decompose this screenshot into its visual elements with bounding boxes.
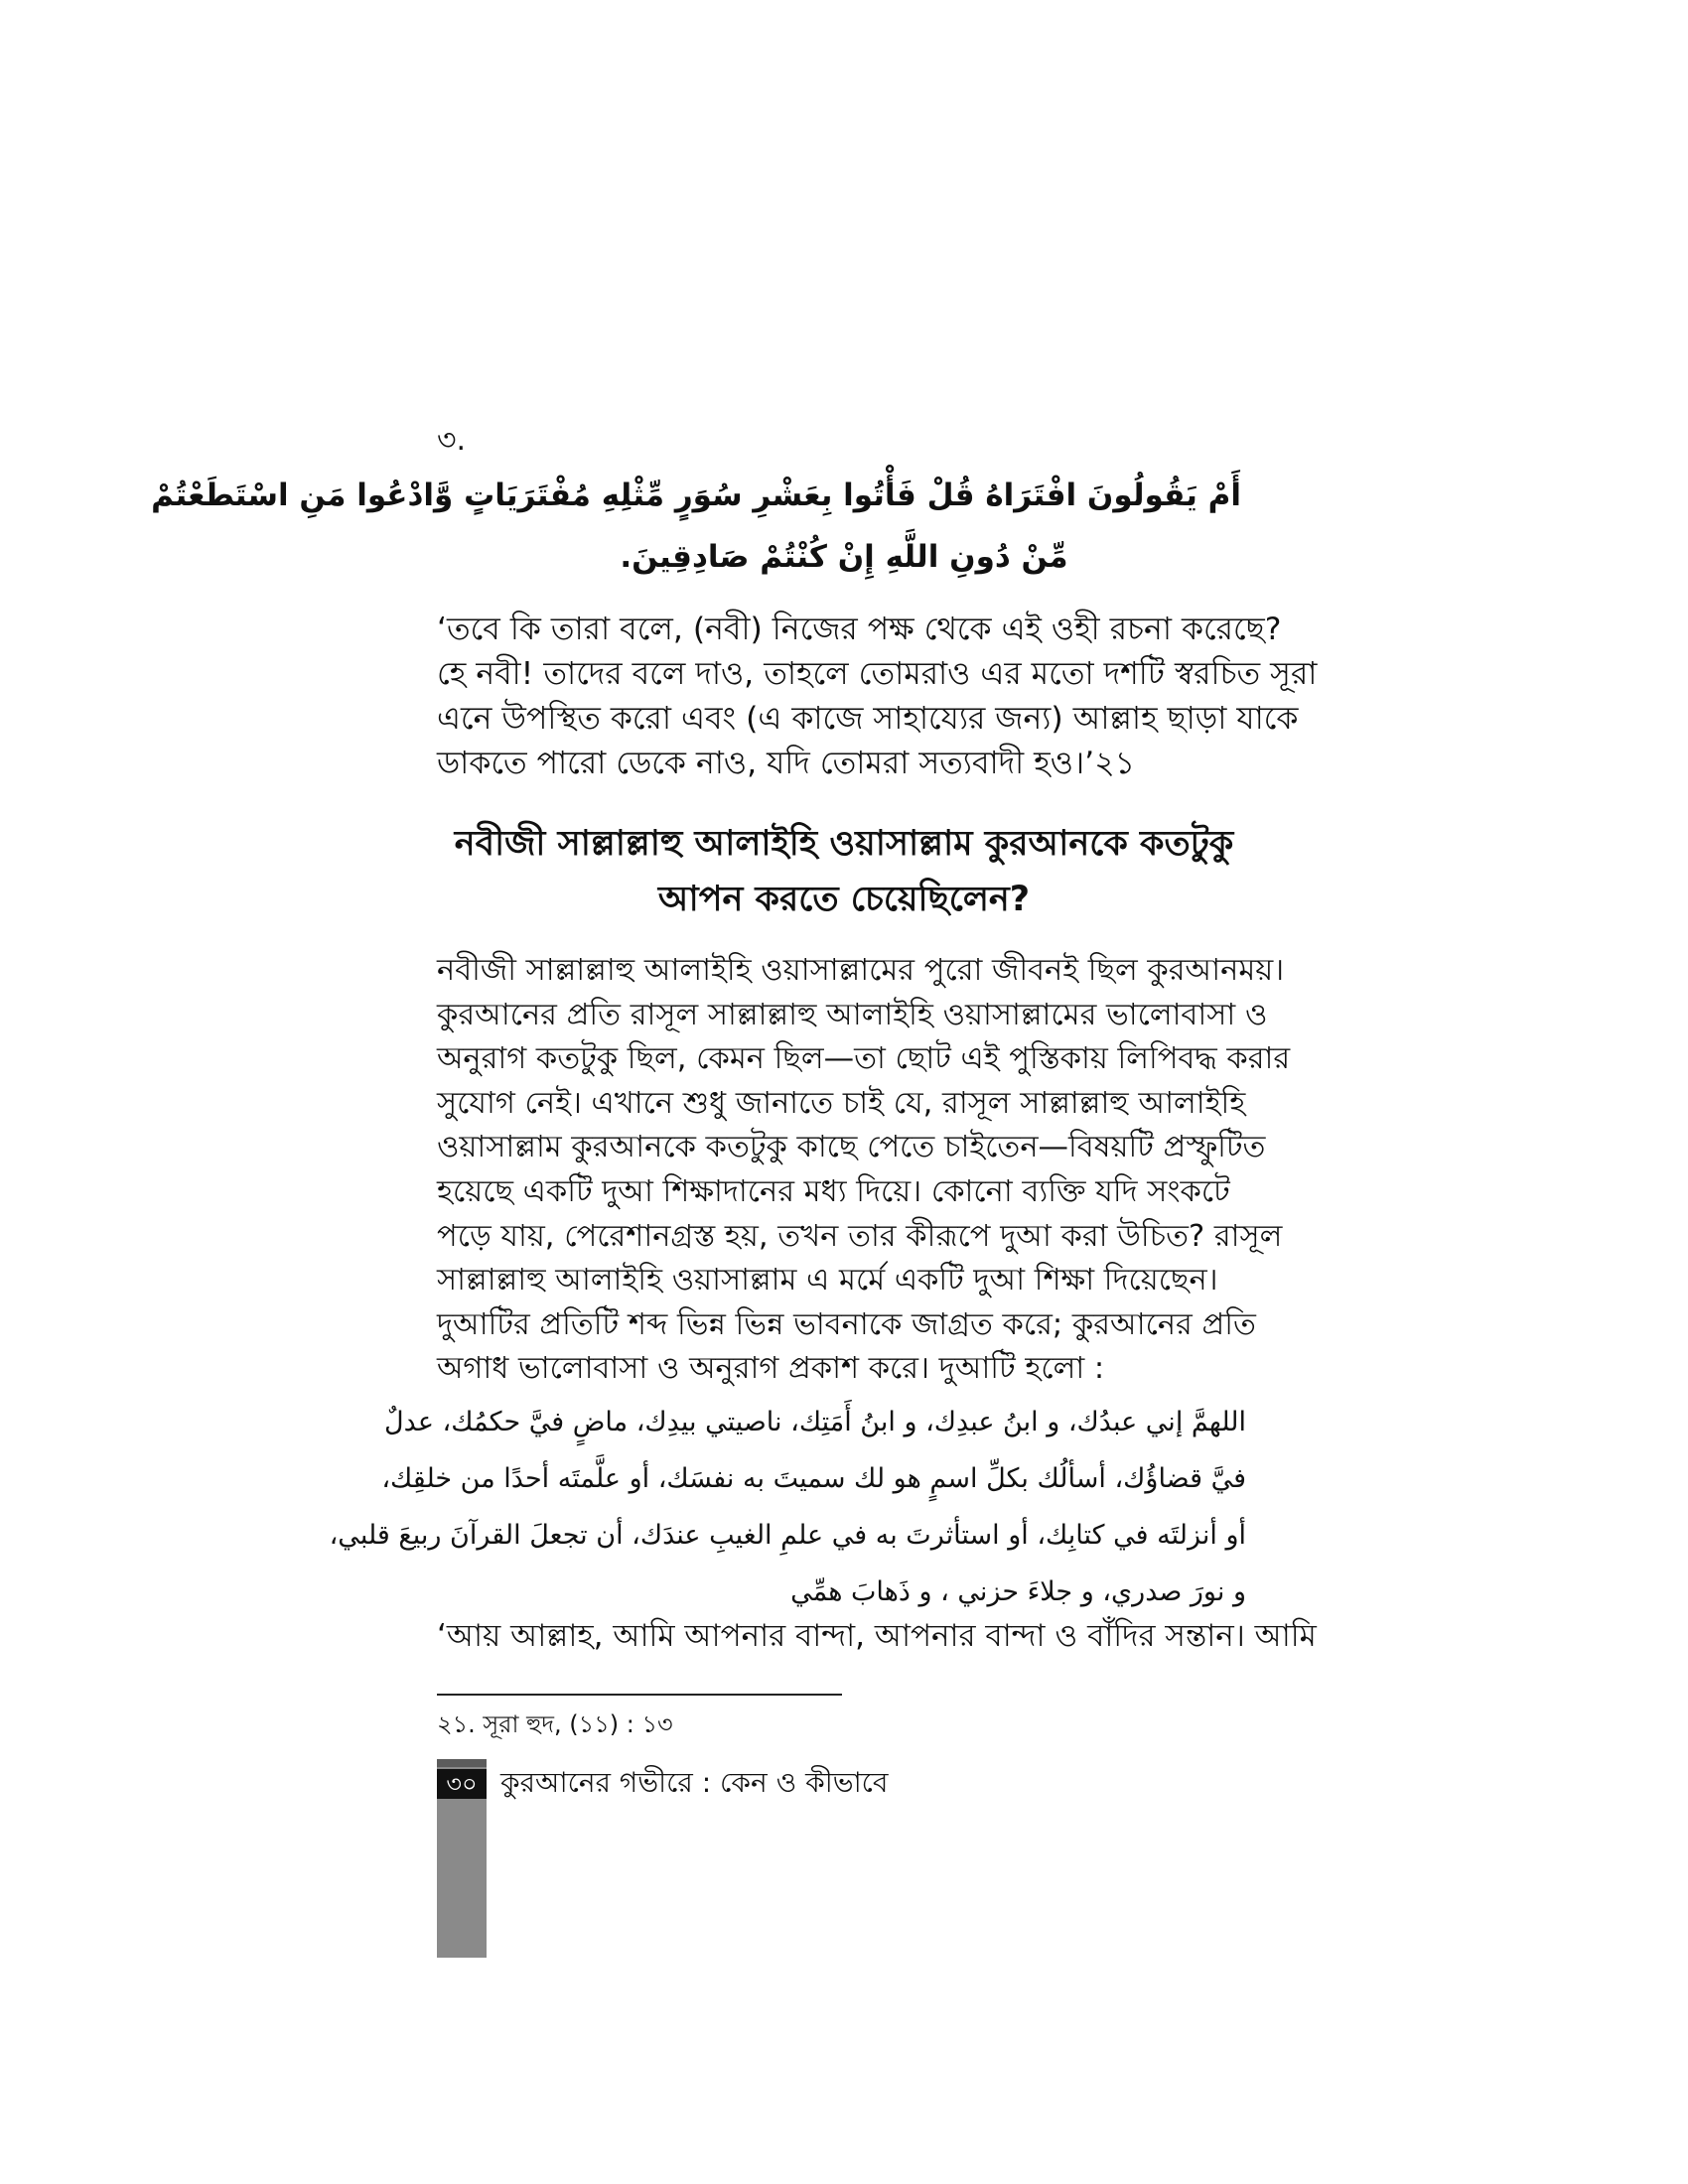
verse-translation-line: হে নবী! তাদের বলে দাও, তাহলে তোমরাও এর মতো দশটি স্বরচিত সূরা <box>437 656 1318 692</box>
section-heading <box>437 816 1251 927</box>
paragraph-line: কুরআনের প্রতি রাসূল সাল্লাল্লাহু আলাইহি ওয়াসাল্লামের ভালোবাসা ও <box>437 997 1268 1032</box>
footnote: ২১. সূরা হুদ, (১১) : ১৩ <box>437 1710 673 1738</box>
paragraph-line: অনুরাগ কতটুকু ছিল, কেমন ছিল—তা ছোট এই পুস্তিকায় লিপিবদ্ধ করার <box>437 1041 1291 1077</box>
paragraph-line: অগাধ ভালোবাসা ও অনুরাগ প্রকাশ করে। দুআটি হলো : <box>437 1351 1105 1387</box>
footnote-divider <box>437 1694 842 1696</box>
arabic-verse-line: أَمْ يَقُولُونَ افْتَرَاهُ قُلْ فَأْتُوا بِعَشْرِ سُوَرٍ مِّثْلِهِ مُفْتَرَيَاتٍ وَّادْعُوا مَنِ اسْتَطَعْتُمْ <box>151 478 1241 513</box>
arabic-dua <box>329 1394 1246 1620</box>
paragraph-line: ওয়াসাল্লাম কুরআনকে কতটুকু কাছে পেতে চাইতেন—বিষয়টি প্রস্ফুটিত <box>437 1130 1266 1165</box>
body-paragraph <box>437 949 1291 1392</box>
paragraph-line: হয়েছে একটি দুআ শিক্ষাদানের মধ্য দিয়ে। কোনো ব্যক্তি যদি সংকটে <box>437 1173 1230 1209</box>
page-number: ৩০ <box>437 1769 487 1799</box>
arabic-dua-line: و نورَ صدري، و جلاءَ حزني ، و ذَهابَ همِّي <box>790 1576 1246 1607</box>
verse-translation-line: এনে উপস্থিত করো এবং (এ কাজে সাহায্যের জন্য) আল্লাহ ছাড়া যাকে <box>437 701 1299 737</box>
verse-translation-line: ডাকতে পারো ডেকে নাও, যদি তোমরা সত্যবাদী হও।’২১ <box>437 746 1136 781</box>
paragraph-line: নবীজী সাল্লাল্লাহু আলাইহি ওয়াসাল্লামের পুরো জীবনই ছিল কুরআনময়। <box>437 953 1285 988</box>
paragraph-line: দুআটির প্রতিটি শব্দ ভিন্ন ভিন্ন ভাবনাকে জাগ্রত করে; কুরআনের প্রতি <box>437 1306 1256 1342</box>
verse-translation <box>437 608 1318 786</box>
paragraph-line: পড়ে যায়, পেরেশানগ্রস্ত হয়, তখন তার কীরূপে দুআ করা উচিত? রাসূল <box>437 1218 1283 1254</box>
section-heading-line: আপন করতে চেয়েছিলেন? <box>657 880 1031 919</box>
item-number: ৩. <box>437 423 467 458</box>
arabic-dua-line: اللهمَّ إني عبدُك، و ابنُ عبدِك، و ابنُ أَمَتِك، ناصيتي بيدِك، ماضٍ فيَّ حكمُك، عدلٌ <box>384 1407 1246 1437</box>
arabic-verse-line: مِّنْ دُونِ اللَّهِ إِنْ كُنْتُمْ صَادِقِينَ. <box>620 539 1068 575</box>
arabic-verse <box>151 465 1241 588</box>
arabic-dua-line: أو أنزلتَه في كتابِك، أو استأثرتَ به في علمِ الغيبِ عندَك، أن تجعلَ القرآنَ ربيعَ قلبي، <box>329 1520 1246 1551</box>
verse-translation-line: ‘তবে কি তারা বলে, (নবী) নিজের পক্ষ থেকে এই ওহী রচনা করেছে? <box>437 612 1282 647</box>
paragraph-line: সুযোগ নেই। এখানে শুধু জানাতে চাই যে, রাসূল সাল্লাল্লাহু আলাইহি <box>437 1085 1246 1121</box>
footer-bar-accent <box>437 1759 487 1767</box>
section-heading-line: নবীজী সাল্লাল্লাহু আলাইহি ওয়াসাল্লাম কুরআনকে কতটুকু <box>454 824 1234 864</box>
dua-translation: ‘আয় আল্লাহ, আমি আপনার বান্দা, আপনার বান্দা ও বাঁদির সন্তান। আমি <box>437 1618 1317 1654</box>
arabic-dua-line: فيَّ قضاؤُك، أسألُك بكلِّ اسمٍ هو لك سميتَ به نفسَك، أو علَّمتَه أحدًا من خلقِك، <box>381 1463 1246 1494</box>
paragraph-line: সাল্লাল্লাহু আলাইহি ওয়াসাল্লাম এ মর্মে একটি দুআ শিক্ষা দিয়েছেন। <box>437 1263 1218 1298</box>
running-title: কুরআনের গভীরে : কেন ও কীভাবে <box>500 1766 889 1799</box>
